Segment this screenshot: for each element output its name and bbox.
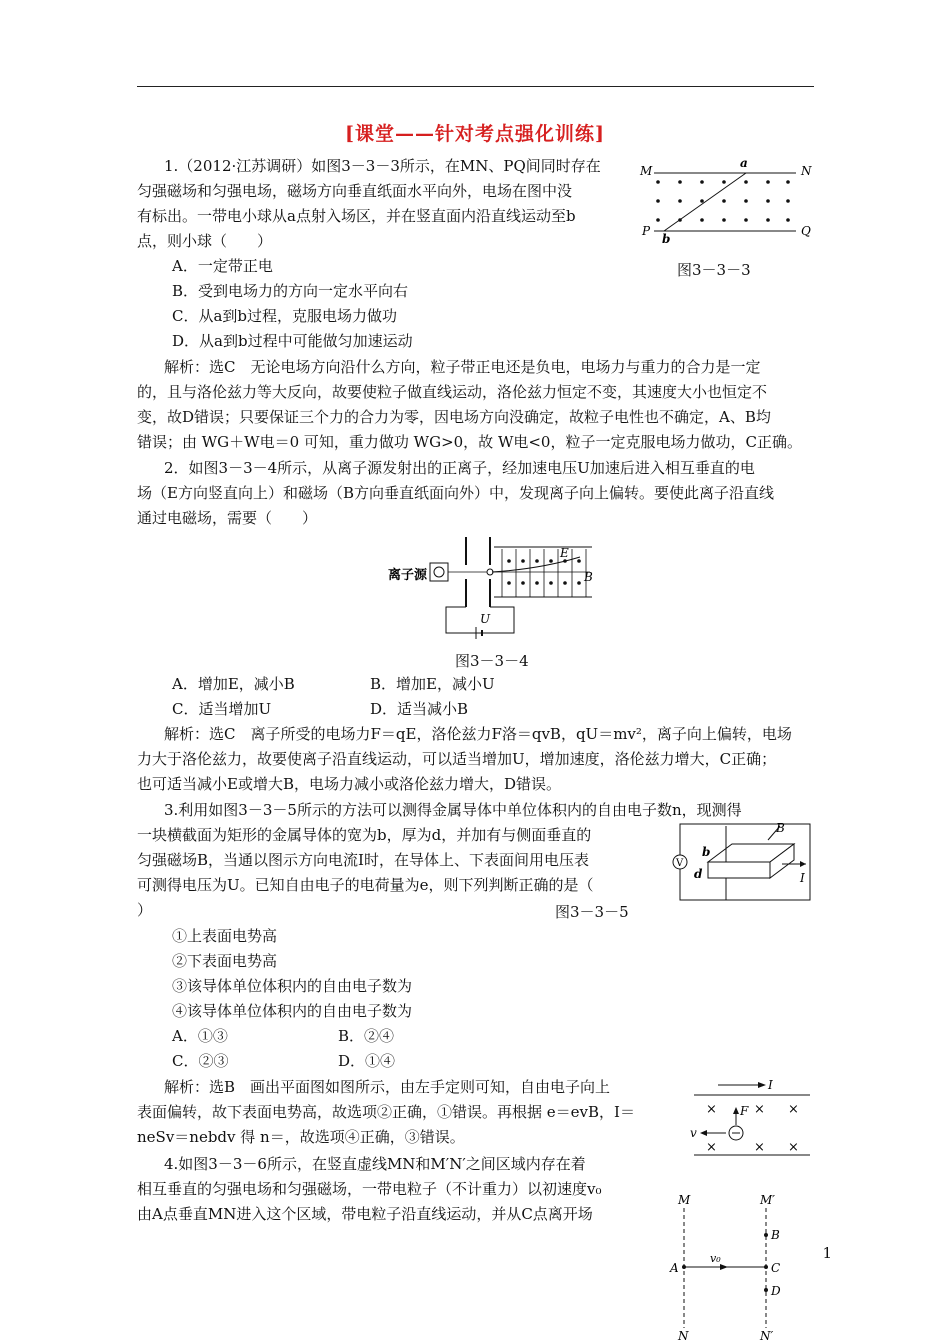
q1-option-c: C．从a到b过程，克服电场力做功 [172,307,398,325]
fig3-label-b: b [702,845,711,859]
q2-option-d: D．适当减小B [370,700,469,718]
fig2-label-e: E [560,546,569,560]
fig-3-3-3-caption: 图3－3－3 [677,261,751,279]
header-rule [137,86,814,87]
fig2-source-label: 离子源 [388,568,428,583]
q3-line-2: 一块横截面为矩形的金属导体的宽为b，厚为d，并加有与侧面垂直的 [137,826,592,844]
figure-3-3-4 [380,535,610,640]
q3-item-1: ①上表面电势高 [172,927,278,945]
q3-analysis-3: neSv＝nebdv 得 n＝，故选项④正确，③错误。 [137,1128,465,1146]
q2-option-b: B．增加E，减小U [370,675,495,693]
figure-3-3-6 [666,1192,796,1344]
q3-option-b: B．②④ [338,1027,395,1045]
page-number: 1 [822,1244,832,1262]
fig5-label-m: M [678,1193,691,1207]
q1-line-1: 1.（2012·江苏调研）如图3－3－3所示，在MN、PQ间同时存在 [164,157,601,175]
q2-line-2: 场（E方向竖直向上）和磁场（B方向垂直纸面向外）中，发现离子向上偏转。要使此离子沿直线 [137,484,774,502]
q2-option-a: A．增加E，减小B [172,675,295,693]
figure-analysis-planar [680,1075,815,1160]
q4-line-3: 由A点垂直MN进入这个区域，带电粒子沿直线运动，并从C点离开场 [137,1205,593,1223]
fig5-label-c: C [771,1261,781,1275]
q2-analysis-2: 力大于洛伦兹力，故要使离子沿直线运动，可以适当增加U，增加速度，洛伦兹力增大，C正确； [137,750,777,768]
fig5-label-m-prime: M′ [760,1193,776,1207]
q3-item-3: ③该导体单位体积内的自由电子数为 [172,977,413,995]
fig4-cross-1: × [706,1102,717,1117]
fig3-label-i: I [800,871,805,885]
fig-3-3-4-caption: 图3－3－4 [455,652,529,670]
fig4-cross-2: × [754,1102,765,1117]
fig1-label-p: P [642,224,651,238]
q1-analysis-1: 解析：选C 无论电场方向沿什么方向，粒子带正电还是负电，电场力与重力的合力是一定 [164,358,761,376]
fig4-label-f: F [740,1104,749,1118]
fig2-label-u: U [480,612,491,626]
figure-3-3-3 [636,155,816,245]
fig4-cross-6: × [788,1140,799,1155]
q3-option-c: C．②③ [172,1052,229,1070]
section-title: [课堂——针对考点强化训练] [345,123,605,145]
q3-item-4: ④该导体单位体积内的自由电子数为 [172,1002,413,1020]
q1-analysis-4: 错误；由 WG＋W电＝0 可知，重力做功 WG>0，故 W电<0，粒子一定克服电场力做功，C正确。 [137,433,802,451]
q2-line-1: 2．如图3－3－4所示，从离子源发射出的正离子，经加速电压U加速后进入相互垂直的电 [164,459,755,477]
fig5-label-b: B [771,1228,780,1242]
q1-line-4: 点，则小球（ ） [137,232,273,250]
q1-analysis-3: 变，故D错误；只要保证三个力的合力为零，因电场方向没确定，故粒子电性也不确定，A、B均 [137,408,771,426]
q3-analysis-1: 解析：选B 画出平面图如图所示，由左手定则可知，自由电子向上 [164,1078,611,1096]
fig1-label-b: b [662,232,671,245]
fig4-cross-4: × [706,1140,717,1155]
q3-item-2: ②下表面电势高 [172,952,278,970]
q2-analysis-1: 解析：选C 离子所受的电场力F＝qE，洛伦兹力F洛＝qvB，qU＝mv²，离子向上偏转，电场 [164,725,792,743]
q1-option-a: A．一定带正电 [172,257,273,275]
q2-line-3: 通过电磁场，需要（ ） [137,509,318,527]
fig-3-3-5-caption: 图3－3－5 [555,903,629,921]
fig4-label-v: v [690,1126,697,1140]
q2-option-c: C．适当增加U [172,700,272,718]
figure-3-3-5 [672,820,822,905]
q3-line-4: 可测得电压为U。已知自由电子的电荷量为e，则下列判断正确的是（ [137,876,594,894]
q1-line-2: 匀强磁场和匀强电场，磁场方向垂直纸面水平向外，电场在图中没 [137,182,573,200]
q3-option-a: A．①③ [172,1027,228,1045]
q4-line-1: 4.如图3－3－6所示，在竖直虚线MN和M′N′之间区域内存在着 [164,1155,586,1173]
q1-option-d: D．从a到b过程中可能做匀加速运动 [172,332,413,350]
fig3-voltmeter-label: V [676,858,684,869]
q3-line-5: ） [137,901,153,919]
fig5-label-v0: v₀ [710,1252,721,1265]
fig5-label-a: A [670,1261,679,1275]
fig3-label-b-field: B [776,821,785,835]
q4-line-2: 相互垂直的匀强电场和匀强磁场，一带电粒子（不计重力）以初速度v₀ [137,1180,602,1198]
q1-line-3: 有标出。一带电小球从a点射入场区，并在竖直面内沿直线运动至b [137,207,576,225]
q3-option-d: D．①④ [338,1052,396,1070]
fig1-label-q: Q [801,224,811,238]
fig5-label-d: D [771,1284,781,1298]
fig1-label-m: M [640,164,653,178]
q3-analysis-2: 表面偏转，故下表面电势高，故选项②正确，①错误。再根据 e＝evB，I＝ [137,1103,635,1121]
q1-option-b: B．受到电场力的方向一定水平向右 [172,282,409,300]
fig1-label-a: a [740,156,748,170]
fig5-label-n: N [678,1329,689,1343]
fig4-label-i: I [768,1078,773,1092]
q3-line-3: 匀强磁场B，当通以图示方向电流I时，在导体上、下表面间用电压表 [137,851,589,869]
fig4-cross-3: × [788,1102,799,1117]
fig4-cross-5: × [754,1140,765,1155]
fig2-label-b: B [584,570,593,584]
q1-analysis-2: 的，且与洛伦兹力等大反向，故要使粒子做直线运动，洛伦兹力恒定不变，其速度大小也恒定不 [137,383,768,401]
fig3-label-d: d [694,867,703,881]
fig5-label-n-prime: N′ [760,1329,774,1343]
q2-analysis-3: 也可适当减小E或增大B，电场力减小或洛伦兹力增大，D错误。 [137,775,562,793]
q3-line-1: 3.利用如图3－3－5所示的方法可以测得金属导体中单位体积内的自由电子数n，现测得 [164,801,742,819]
fig1-label-n: N [801,164,812,178]
